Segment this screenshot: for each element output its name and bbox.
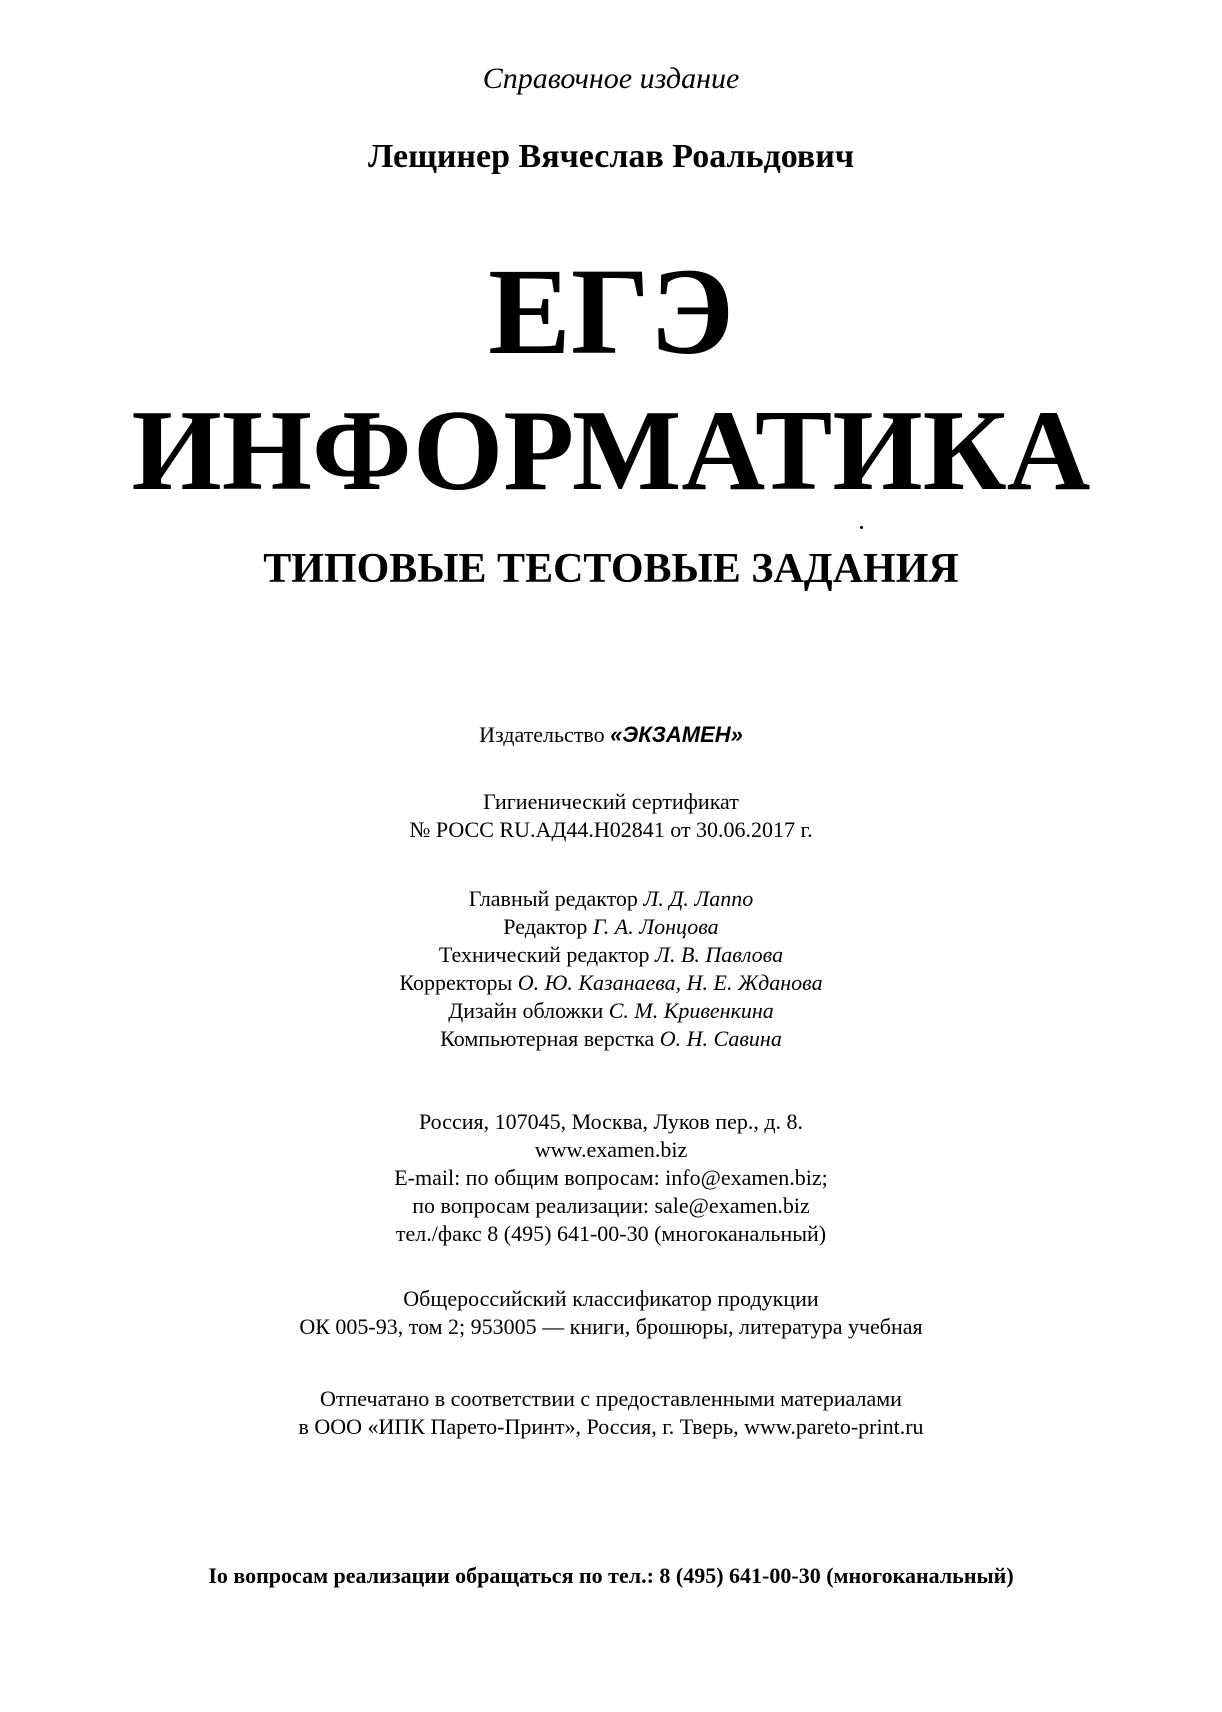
product-classifier <box>0 1285 1222 1341</box>
staff-row <box>0 969 1222 997</box>
speck-dot <box>860 526 863 529</box>
printing-line-2: в ООО «ИПК Парето-Принт», Россия, г. Тверь, www.pareto-print.ru <box>298 1414 924 1439</box>
staff-row <box>0 885 1222 913</box>
staff-role: Главный редактор <box>468 886 638 911</box>
staff-role: Дизайн обложки <box>448 998 604 1023</box>
staff-role: Технический редактор <box>438 942 650 967</box>
publisher-address <box>0 1108 1222 1248</box>
staff-person: О. Ю. Казанаева, Н. Е. Жданова <box>517 970 823 995</box>
staff-person: Г. А. Лонцова <box>592 914 719 939</box>
printing-info <box>0 1385 1222 1441</box>
title-subject: ИНФОРМАТИКА <box>131 387 1091 515</box>
email-general-line: E-mail: по общим вопросам: info@examen.biz; <box>394 1165 828 1190</box>
classifier-title: Общероссийский классификатор продукции <box>403 1286 819 1311</box>
publisher-brand: «ЭКЗАМЕН» <box>610 722 743 747</box>
certificate-title: Гигиенический сертификат <box>483 789 739 814</box>
staff-person: Л. В. Павлова <box>655 942 784 967</box>
subtitle: ТИПОВЫЕ ТЕСТОВЫЕ ЗАДАНИЯ <box>263 546 959 592</box>
address-line: Россия, 107045, Москва, Луков пер., д. 8. <box>418 1109 804 1134</box>
staff-row <box>0 997 1222 1025</box>
hygiene-certificate <box>0 788 1222 844</box>
staff-row <box>0 913 1222 941</box>
email-sales-line: по вопросам реализации: sale@examen.biz <box>412 1193 810 1218</box>
publisher-label: Издательство <box>479 722 605 747</box>
staff-row <box>0 1025 1222 1053</box>
author-name: Лещинер Вячеслав Роальдович <box>367 138 855 175</box>
sales-contact-footer: Іо вопросам реализации обращаться по тел.: 8 (495) 641-00-30 (многоканальный) <box>208 1563 1014 1588</box>
staff-role: Компьютерная верстка <box>440 1026 655 1051</box>
staff-person: Л. Д. Лаппо <box>643 886 754 911</box>
printing-line-1: Отпечатано в соответствии с предоставленными материалами <box>320 1386 902 1411</box>
staff-person: С. М. Кривенкина <box>608 998 774 1023</box>
editorial-staff <box>0 885 1222 1053</box>
phone-line: тел./факс 8 (495) 641-00-30 (многоканальный) <box>395 1221 827 1246</box>
staff-role: Редактор <box>503 914 588 939</box>
certificate-number: № РОСС RU.АД44.Н02841 от 30.06.2017 г. <box>409 817 813 842</box>
genre-label: Справочное издание <box>482 62 740 95</box>
staff-role: Корректоры <box>399 970 513 995</box>
title-exam: ЕГЭ <box>488 243 734 380</box>
staff-person: О. Н. Савина <box>659 1026 782 1051</box>
publisher-line <box>0 722 1222 748</box>
staff-row <box>0 941 1222 969</box>
classifier-code: ОК 005-93, том 2; 953005 — книги, брошюры, литература учебная <box>299 1314 923 1339</box>
website-line: www.examen.biz <box>534 1137 688 1162</box>
